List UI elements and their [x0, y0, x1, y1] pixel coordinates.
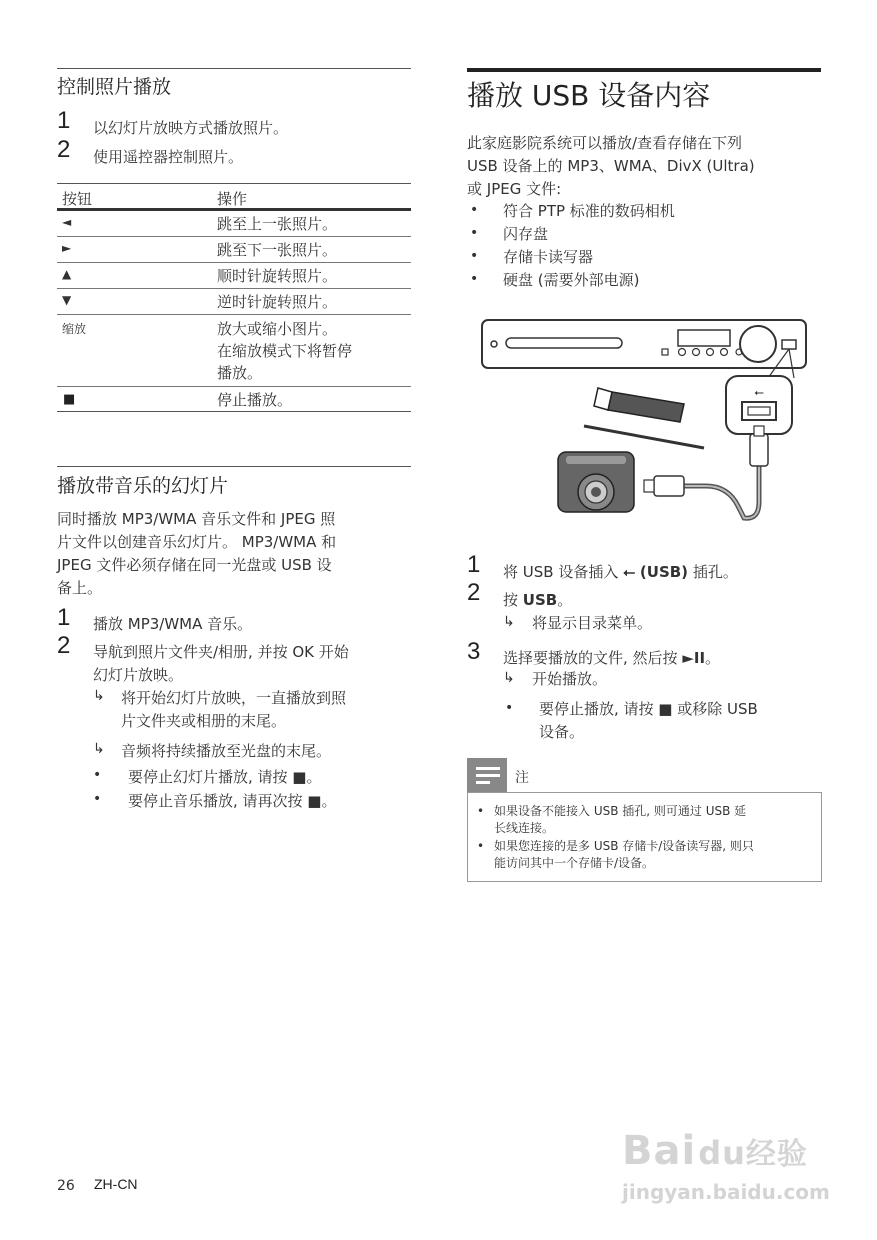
step-number: 1 — [57, 107, 71, 134]
watermark-du: du — [698, 1134, 746, 1172]
section-rule — [57, 68, 411, 69]
table-cell-action: 跳至上一张照片。 — [217, 215, 338, 233]
intro-line: 同时播放 MP3/WMA 音乐文件和 JPEG 照 — [57, 510, 336, 528]
section-title-slideshow-music: 播放带音乐的幻灯片 — [57, 475, 229, 497]
step-text: 导航到照片文件夹/相册, 并按 OK 开始 — [93, 643, 349, 661]
bullet-icon: • — [93, 767, 102, 783]
result-text: 片文件夹或相册的末尾。 — [121, 712, 287, 730]
table-cell-action: 跳至下一张照片。 — [217, 241, 338, 259]
bullet-text: 要停止播放, 请按 ■ 或移除 USB — [539, 700, 758, 718]
result-arrow-icon: ↳ — [503, 670, 515, 686]
step-text — [503, 561, 738, 582]
step-text-after: 插孔。 — [692, 563, 738, 581]
section-title-usb: 播放 USB 设备内容 — [467, 79, 711, 112]
section-rule — [467, 68, 821, 72]
step-text-before: 将 USB 设备插入 — [503, 563, 619, 581]
baidu-watermark-logo — [622, 1128, 808, 1174]
table-bottom-rule — [57, 411, 411, 412]
result-text: 开始播放。 — [532, 670, 608, 688]
step-text: 以幻灯片放映方式播放照片。 — [93, 119, 289, 137]
bullet-icon: • — [470, 248, 479, 264]
step-text: 幻灯片放映。 — [93, 666, 184, 684]
section-rule — [57, 466, 411, 467]
bullet-text: 要停止幻灯片播放, 请按 ■。 — [128, 768, 322, 786]
usb-port-callout-icon — [726, 376, 792, 434]
step-number: 2 — [57, 136, 71, 163]
table-row-rule — [57, 314, 411, 315]
note-item-text: 长线连接。 — [494, 821, 555, 835]
table-cell-action: 播放。 — [217, 364, 263, 382]
bullet-icon: • — [470, 271, 479, 287]
section-title-photo-control: 控制照片播放 — [57, 76, 172, 98]
table-row-rule — [57, 288, 411, 289]
watermark-url: jingyan.baidu.com — [622, 1180, 830, 1204]
digital-camera-icon — [558, 452, 634, 512]
page-number: 26 — [57, 1178, 75, 1194]
table-cell-button: 缩放 — [62, 322, 87, 336]
table-header-rule — [57, 208, 411, 211]
bullet-icon: • — [477, 804, 485, 818]
usb-mini-connector-icon — [644, 476, 684, 496]
usb-flash-drive-icon — [594, 388, 684, 422]
step-text-bold: ►II — [682, 649, 706, 667]
intro-line: 或 JPEG 文件: — [467, 180, 562, 198]
table-header-button: 按钮 — [62, 190, 93, 208]
home-theater-unit-icon — [482, 320, 806, 368]
step-number: 2 — [467, 579, 481, 606]
bullet-text: 要停止音乐播放, 请再次按 ■。 — [128, 792, 337, 810]
device-list-item: 硬盘 (需要外部电源) — [503, 271, 640, 289]
step-text-main: 选择要播放的文件, 然后按 — [503, 649, 678, 667]
result-arrow-icon: ↳ — [93, 741, 105, 757]
bullet-icon: • — [477, 839, 485, 853]
intro-line: JPEG 文件必须存储在同一光盘或 USB 设 — [57, 556, 332, 574]
bullet-icon: • — [505, 700, 514, 716]
table-row-rule — [57, 386, 411, 387]
intro-line: 备上。 — [57, 579, 103, 597]
svg-text:⭠: ⭠ — [754, 385, 764, 399]
result-text: 音频将持续播放至光盘的末尾。 — [121, 742, 332, 760]
intro-line: USB 设备上的 MP3、WMA、DivX (Ultra) — [467, 157, 755, 175]
table-cell-button: ■ — [63, 392, 76, 407]
step-number: 3 — [467, 638, 481, 665]
device-list-item: 存储卡读写器 — [503, 248, 594, 266]
table-cell-action: 在缩放模式下将暂停 — [217, 342, 353, 360]
table-cell-button: ▼ — [62, 293, 72, 307]
table-cell-action: 逆时针旋转照片。 — [217, 293, 338, 311]
table-cell-button: ▲ — [62, 267, 72, 281]
step-text-main: 按 — [503, 591, 519, 609]
usb-connection-illustration — [478, 316, 810, 530]
bullet-icon: • — [470, 225, 479, 241]
table-row-rule — [57, 262, 411, 263]
table-rule — [57, 183, 411, 184]
step-text-after: 。 — [557, 591, 573, 609]
result-text: 将显示目录菜单。 — [532, 614, 653, 632]
intro-line: 此家庭影院系统可以播放/查看存储在下列 — [467, 134, 743, 152]
step-text — [503, 647, 720, 668]
note-item-text: 如果设备不能接入 USB 插孔, 则可通过 USB 延 — [494, 804, 747, 818]
intro-line: 片文件以创建音乐幻灯片。 MP3/WMA 和 — [57, 533, 337, 551]
step-text-after: 。 — [705, 649, 721, 667]
step-number: 1 — [467, 551, 481, 578]
device-list-item: 符合 PTP 标准的数码相机 — [503, 202, 675, 220]
usb-symbol-icon: ⭠ — [623, 563, 636, 581]
step-text: 使用遥控器控制照片。 — [93, 148, 244, 166]
step-text-bold: (USB) — [639, 563, 689, 581]
step-text: 播放 MP3/WMA 音乐。 — [93, 615, 253, 633]
table-cell-button: ◄ — [62, 215, 72, 229]
table-cell-button: ► — [62, 241, 72, 255]
result-arrow-icon: ↳ — [503, 614, 515, 630]
bullet-icon: • — [470, 202, 479, 218]
bullet-text: 设备。 — [539, 723, 585, 741]
result-arrow-icon: ↳ — [93, 688, 105, 704]
table-cell-action: 停止播放。 — [217, 391, 293, 409]
watermark-chinese: 经验 — [745, 1137, 808, 1172]
step-text — [503, 589, 572, 610]
table-cell-action: 放大或缩小图片。 — [217, 320, 338, 338]
step-text-bold: USB — [522, 591, 558, 609]
note-label: 注 — [515, 770, 529, 786]
step-number: 2 — [57, 632, 71, 659]
table-cell-action: 顺时针旋转照片。 — [217, 267, 338, 285]
table-row-rule — [57, 236, 411, 237]
result-text: 将开始幻灯片放映，一直播放到照 — [121, 689, 347, 707]
footer-language: ZH-CN — [94, 1176, 138, 1192]
note-item-text: 如果您连接的是多 USB 存储卡/设备读写器, 则只 — [494, 839, 754, 853]
watermark-brand: Bai — [622, 1128, 697, 1174]
device-list-item: 闪存盘 — [503, 225, 549, 243]
bullet-icon: • — [93, 791, 102, 807]
step-number: 1 — [57, 604, 71, 631]
table-header-action: 操作 — [217, 190, 248, 208]
note-item-text: 能访问其中一个存储卡/设备。 — [494, 856, 655, 870]
note-icon — [467, 758, 507, 792]
